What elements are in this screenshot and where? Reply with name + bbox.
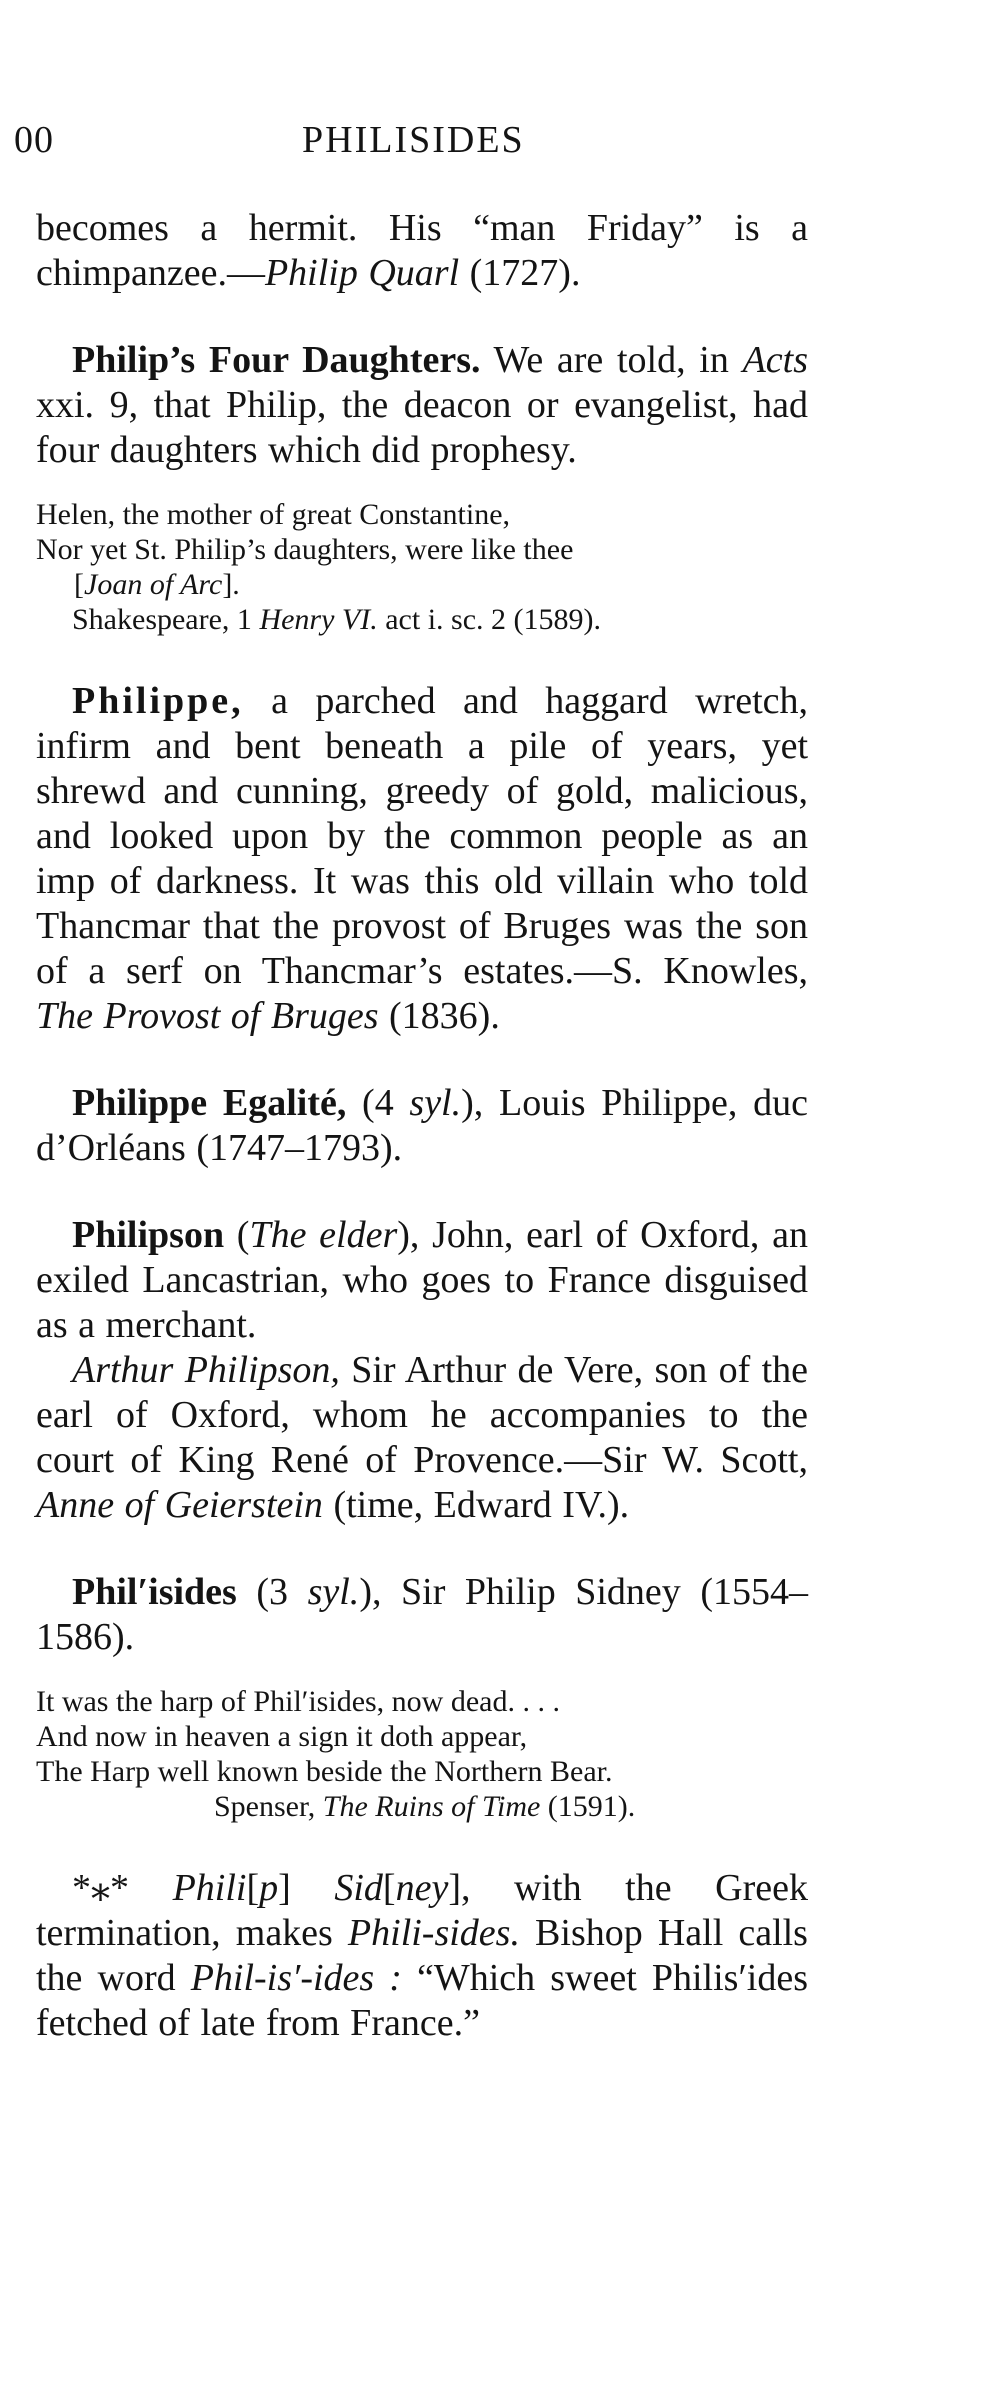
text-column <box>36 206 808 2046</box>
headword: Phil′isides <box>72 1571 237 1613</box>
headword: Philipson <box>72 1214 225 1256</box>
sub-headword: Arthur Philipson, <box>72 1349 340 1391</box>
source-title: Philip Quarl <box>264 252 460 294</box>
book-reference: Acts <box>742 339 808 381</box>
running-head: PHILISIDES <box>302 119 525 161</box>
page-header <box>0 118 1000 178</box>
page-number: 00 <box>14 119 54 161</box>
entry-philipson: Philipson (The elder), John, earl of Oxford, an exiled Lancastrian, who goes to France disguised as a merchant. <box>36 1214 808 1346</box>
entry-philippe: Philippe, a parched and haggard wretch, infirm and bent beneath a pile of years, yet shrewd and cunning, greedy of gold, malicious, and looked upon by the common people as an imp of darkness. It was this old villain who told Thancmar that the provost of Bruges was the son of a serf on Thancmar’s estates.—S. Knowles, The Provost of Bruges (1836). <box>36 680 808 1037</box>
etymology-note: *⁎* Phili[p] Sid[ney], with the Greek termination, makes Phili-sides. Bishop Hall calls the word Phil-is′-ides : “Which sweet Philis′ides fetched of late from France.” <box>36 1867 809 2044</box>
entry-arthur-philipson: Arthur Philipson, Sir Arthur de Vere, son of the earl of Oxford, whom he accompanies to the court of King René of Provence.—Sir W. Scott, Anne of Geierstein (time, Edward IV.). <box>36 1349 808 1526</box>
headword: Philip’s Four Daughters. <box>72 339 481 381</box>
quote-line: The Harp well known beside the Northern Bear. <box>36 1755 613 1788</box>
source-title: The Provost of Bruges <box>36 995 379 1037</box>
quote-line: It was the harp of Phil′isides, now dead. . . . <box>36 1685 560 1718</box>
headword: Philippe Egalité, <box>72 1082 347 1124</box>
entry-philisides: Phil′isides (3 syl.), Sir Philip Sidney (1554–1586). <box>36 1571 808 1658</box>
headword: Philippe, <box>72 680 244 722</box>
quote-line: Nor yet St. Philip’s daughters, were like thee <box>36 533 574 566</box>
verse-quote <box>36 1684 808 1824</box>
quote-line: [Joan of Arc]. <box>74 568 240 601</box>
asterism: *⁎* <box>72 1867 129 1909</box>
entry-philippe-egalite: Philippe Egalité, (4 syl.), Louis Philippe, duc d’Orléans (1747–1793). <box>36 1082 808 1169</box>
quote-line: Helen, the mother of great Constantine, <box>36 498 511 531</box>
quote-attribution: Spenser, The Ruins of Time (1591). <box>214 1790 636 1823</box>
source-title: Anne of Geierstein <box>36 1484 323 1526</box>
entry-continuation: becomes a hermit. His “man Friday” is a chimpanzee.—Philip Quarl (1727). <box>36 207 808 294</box>
quote-line: And now in heaven a sign it doth appear, <box>36 1720 528 1753</box>
quote-attribution: Shakespeare, 1 Henry VI. act i. sc. 2 (1589). <box>72 603 602 636</box>
entry-philips-four-daughters: Philip’s Four Daughters. We are told, in Acts xxi. 9, that Philip, the deacon or evangelist, had four daughters which did prophesy. <box>36 339 808 471</box>
verse-quote <box>36 497 808 637</box>
